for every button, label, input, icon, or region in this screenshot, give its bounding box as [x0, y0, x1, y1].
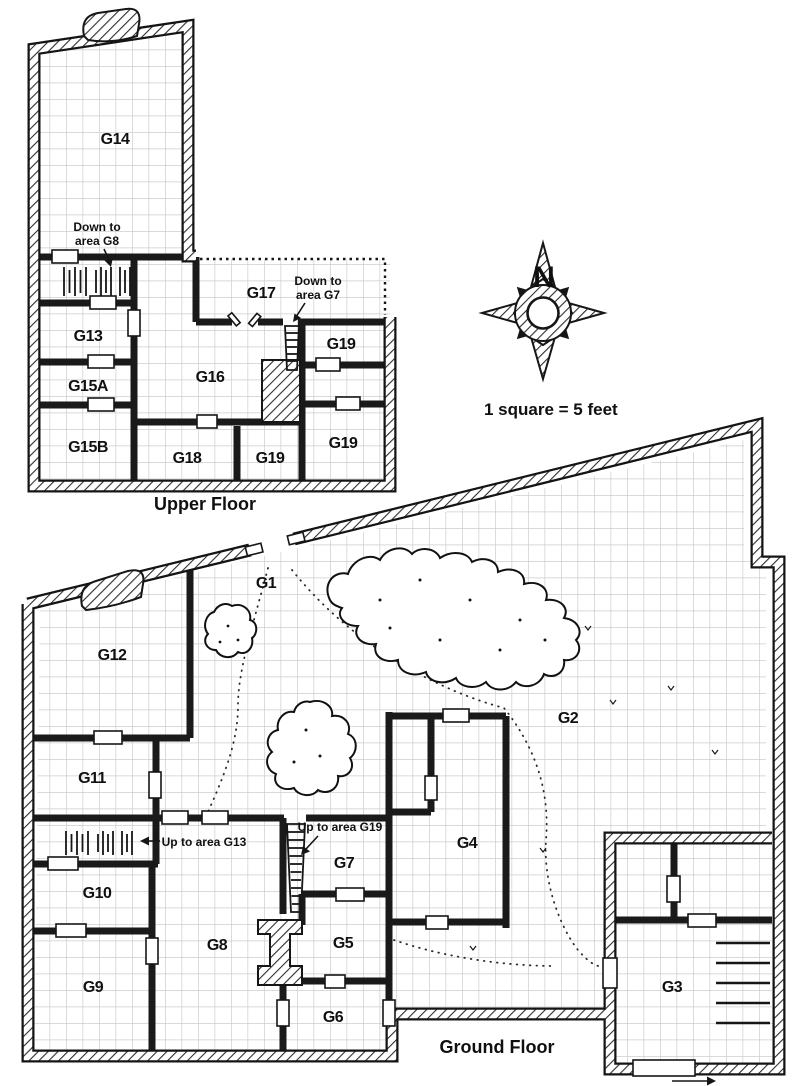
- room-label-g12: G12: [97, 647, 127, 664]
- ground-wing-area: [614, 842, 772, 1064]
- door-opening: [146, 938, 158, 964]
- room-label-g19-north: G19: [326, 336, 356, 353]
- room-label-g19-middle: G19: [255, 450, 285, 467]
- ground-floor-caption: Ground Floor: [439, 1037, 555, 1057]
- gate-icon: [83, 9, 139, 42]
- foliage-blob-small: [205, 604, 256, 657]
- door-opening: [603, 958, 617, 988]
- room-label-g6: G6: [322, 1009, 344, 1026]
- door-opening: [90, 296, 116, 309]
- annotation-down-g7-line1: Down to: [294, 274, 342, 288]
- compass-north-label: N: [533, 261, 555, 294]
- room-label-g15a: G15A: [68, 378, 108, 395]
- door-opening: [316, 358, 340, 371]
- room-label-g17: G17: [246, 285, 276, 302]
- compass-rose-icon: [482, 243, 604, 379]
- room-label-g15b: G15B: [68, 439, 108, 456]
- ground-floor-plan: [28, 425, 779, 1086]
- room-label-g9: G9: [82, 979, 104, 996]
- scale-note: 1 square = 5 feet: [484, 400, 618, 419]
- room-label-g19-southeast: G19: [328, 435, 358, 452]
- door-opening: [336, 397, 360, 410]
- door-opening: [277, 1000, 289, 1026]
- door-opening: [633, 1060, 695, 1076]
- upper-floor-plan: [34, 9, 390, 514]
- door-opening: [52, 250, 78, 263]
- door-opening: [162, 811, 188, 824]
- door-opening: [325, 975, 345, 988]
- room-label-g8: G8: [206, 937, 228, 954]
- room-label-g18: G18: [172, 450, 202, 467]
- annotation-down-g8-line1: Down to: [73, 220, 121, 234]
- door-opening: [443, 709, 469, 722]
- door-opening: [425, 776, 437, 800]
- door-opening: [202, 811, 228, 824]
- door-opening: [94, 731, 122, 744]
- door-opening: [88, 355, 114, 368]
- door-opening: [688, 914, 716, 927]
- room-label-g14: G14: [100, 131, 130, 148]
- annotation-up-g19: Up to area G19: [297, 820, 383, 834]
- room-label-g4: G4: [456, 835, 478, 852]
- door-opening: [667, 876, 680, 902]
- door-opening: [128, 310, 140, 336]
- room-label-g16: G16: [195, 369, 225, 386]
- arrow-right-icon: [707, 1077, 716, 1086]
- door-opening: [336, 888, 364, 901]
- door-opening: [197, 415, 217, 428]
- annotation-up-g13: Up to area G13: [161, 835, 247, 849]
- door-opening: [426, 916, 448, 929]
- door-opening: [383, 1000, 395, 1026]
- door-opening: [56, 924, 86, 937]
- room-label-g3: G3: [661, 979, 683, 996]
- room-label-g7: G7: [333, 855, 355, 872]
- door-opening: [149, 772, 161, 798]
- annotation-down-g8-line2: area G8: [74, 234, 120, 248]
- room-label-g11: G11: [78, 770, 106, 787]
- room-label-g1: G1: [255, 575, 277, 592]
- annotation-down-g7-line2: area G7: [295, 288, 341, 302]
- room-label-g2: G2: [557, 710, 579, 727]
- room-label-g10: G10: [82, 885, 112, 902]
- upper-floor-caption: Upper Floor: [154, 494, 256, 514]
- door-opening: [48, 857, 78, 870]
- door-opening: [88, 398, 114, 411]
- room-label-g13: G13: [73, 328, 103, 345]
- room-label-g5: G5: [332, 935, 354, 952]
